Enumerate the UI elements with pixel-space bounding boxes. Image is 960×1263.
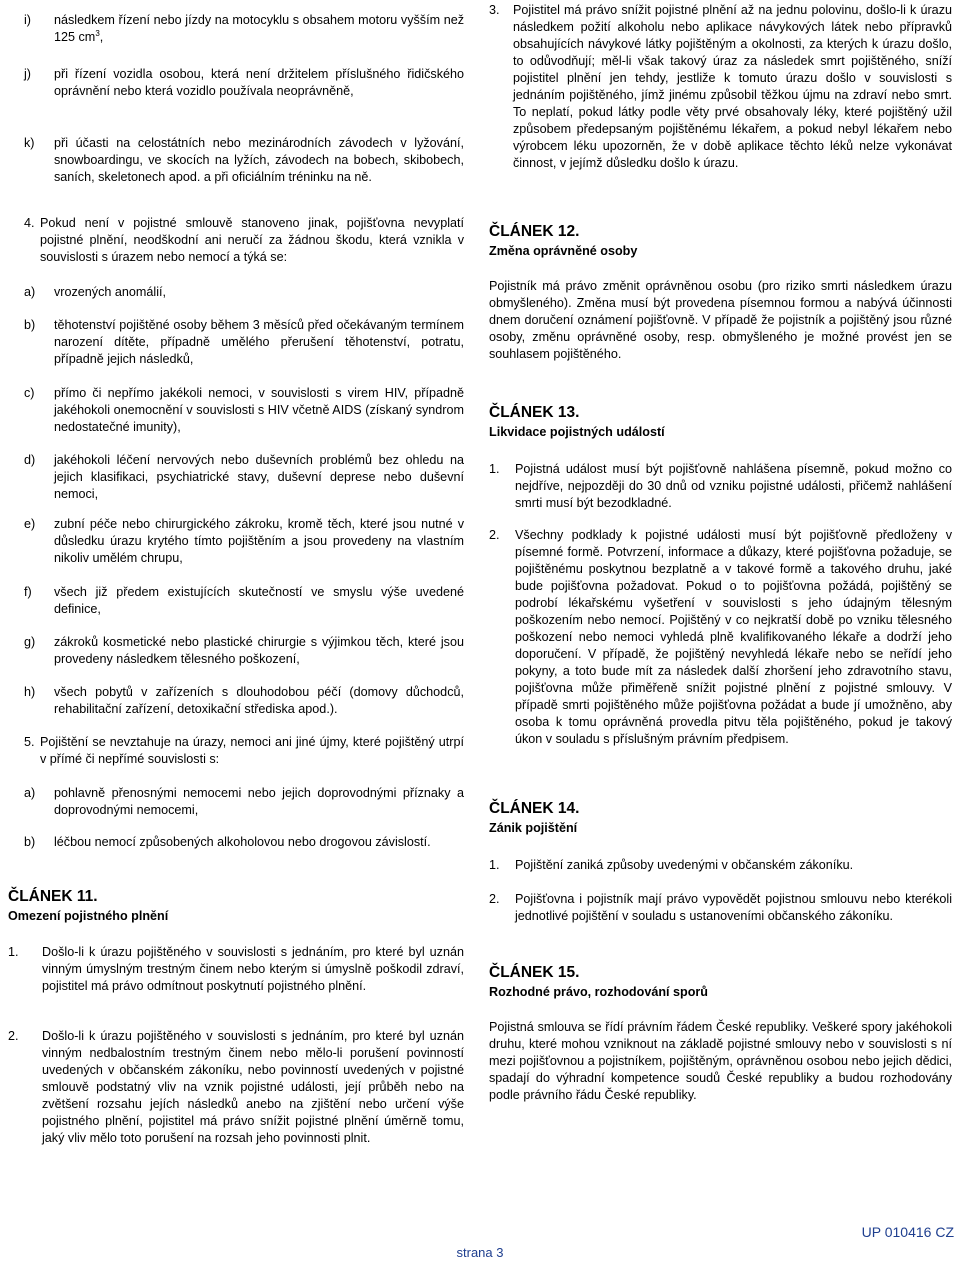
list-marker: h) <box>24 685 36 699</box>
list-item <box>24 584 464 618</box>
list-marker: i) <box>24 13 31 27</box>
list-item-text: při řízení vozidla osobou, která není držitelem příslušného řidičského oprávnění nebo která vozidlo používala neoprávněně, <box>54 67 464 98</box>
article-11-heading: ČLÁNEK 11. <box>8 888 98 905</box>
list-item <box>489 461 952 512</box>
list-item-text <box>54 12 464 46</box>
list-marker: d) <box>24 453 36 467</box>
list-item-text: zákroků kosmetické nebo plastické chirurgie s výjimkou těch, které jsou provedeny následkem tělesného poškození, <box>54 635 464 666</box>
list-item-text: Pojistná událost musí být pojišťovně nahlášena písemně, pokud možno co nejdříve, nejpozději do 30 dnů od vzniku pojistné události, přičemž nahlášení smrti musí být bezodkladné. <box>515 462 952 510</box>
list-item-j <box>24 66 464 100</box>
list-marker: c) <box>24 386 35 400</box>
article-13-heading: ČLÁNEK 13. <box>489 404 580 421</box>
list-item <box>489 857 952 874</box>
list-item-text: pohlavně přenosnými nemocemi nebo jejich doprovodnými příznaky a doprovodnými nemocemi, <box>54 786 464 817</box>
list-marker: g) <box>24 635 36 649</box>
paragraph-marker: 4. <box>24 216 35 230</box>
article-15-heading: ČLÁNEK 15. <box>489 964 580 981</box>
list-item <box>24 634 464 668</box>
list-item <box>8 1028 464 1147</box>
list-item-text: Došlo-li k úrazu pojištěného v souvislosti s jednáním, pro které byl uznán vinným nedbalostním trestným činem nebo mělo-li porušení povinností uvedených v občanském zákoníku, nebo povinností uvedených v pojistné smlouvě podstatný vliv na vznik pojistné události, její průběh nebo na zvětšení rozsahu jejích následků anebo na zjištění nebo určení výše pojistného plnění, pojistitel má právo snížit pojistné plnění úměrně tomu, jaký vliv mělo toto porušení na rozsah jeho povinnosti plnit. <box>42 1029 464 1145</box>
paragraph-5 <box>24 734 464 768</box>
article-15-subheading: Rozhodné právo, rozhodování sporů <box>489 985 708 999</box>
list-marker: b) <box>24 835 36 849</box>
list-item-text: Došlo-li k úrazu pojištěného v souvislosti s jednáním, pro které byl uznán vinným úmyslným trestným činem nebo kterým si úmyslně poškodil zdraví, pojistitel má právo odmítnout poskytnutí pojistného plnění. <box>42 945 464 993</box>
list-item <box>24 317 464 368</box>
paragraph-text: Pojištění se nevztahuje na úrazy, nemoci ani jiné újmy, které pojištěný utrpí v přímé či nepřímé souvislosti s: <box>40 735 464 766</box>
list-marker: f) <box>24 585 32 599</box>
list-marker: 2. <box>489 528 500 542</box>
article-11-subheading: Omezení pojistného plnění <box>8 909 169 923</box>
list-item-text: přímo či nepřímo jakékoli nemoci, v souvislosti s virem HIV, případně jakéhokoli onemocnění v souvislosti s HIV včetně AIDS (získaný syndrom nedostatečné imunity), <box>54 386 464 434</box>
list-item-text: Všechny podklady k pojistné události musí být pojišťovně předloženy v písemné formě. Potvrzení, informace a důkazy, které pojišťovna požaduje, se pojištěnému poskytnou bezplatně a v takové formě a takového druhu, jaké bude pojišťovna požadovat. Pokud o to pojišťovna požádá, pojištěný se podrobí lékařskému vyšetření v souvislosti s jeho údajným tělesným poškozením nebo nemocí. Pojištěný v co nejkratší době po vzniku tělesného poškození nebo nemoci vyhledá plně kvalifikovaného lékaře a dodrží jeho doporučení. V případě, že pojištěný nevyhledá lékaře nebo se neřídí jeho pokyny, a toto bude mít za následek další zhoršení jeho zdravotního stavu, pojišťovna může přiměřeně snížit pojistné plnění z pojistné smlouvy. V případě smrti pojištěného může pojišťovna požádat a bude jí umožněno, aby osoba k tomu oprávněná provedla pitvu těla pojištěného, pokud je takový úkon v souladu s příslušným právním předpisem. <box>515 528 952 746</box>
list-item-text: při účasti na celostátních nebo mezinárodních závodech v lyžování, snowboardingu, ve skocích na lyžích, závodech na bobech, skibobech, saních, skeletonech apod. a při oficiálním tréninku na ně. <box>54 136 464 184</box>
article-14-subheading: Zánik pojištění <box>489 821 578 835</box>
list-item <box>489 527 952 748</box>
list-marker: 2. <box>489 892 500 906</box>
paragraph-4 <box>24 215 464 266</box>
article-15-text: Pojistná smlouva se řídí právním řádem České republiky. Veškeré spory jakéhokoli druhu, které mohou vzniknout na základě pojistné smlouvy nebo v souvislosti s ní mezi pojišťovnou a pojistníkem, pojištěným, oprávněnou osobou nebo jejich dědici, spadají do výhradní kompetence soudů České republiky a budou rozhodovány podle právního řádu České republiky. <box>489 1020 952 1102</box>
list-marker: a) <box>24 786 36 800</box>
list-item-text: jakéhokoli léčení nervových nebo duševních problémů bez ohledu na jejich klasifikaci, psychiatrické stavy, duševní deprese nebo duševní nemoci, <box>54 453 464 501</box>
page-number: strana 3 <box>456 1245 504 1260</box>
list-item-text: Pojištění zaniká způsoby uvedenými v občanském zákoníku. <box>515 858 854 872</box>
list-item-k <box>24 135 464 186</box>
list-item-text: zubní péče nebo chirurgického zákroku, kromě těch, které jsou nutné v důsledku úrazu krytého tímto pojištěním a jsou provedeny na vlastním nikoliv umělém chrupu, <box>54 517 464 565</box>
list-item <box>24 385 464 436</box>
article-12-text: Pojistník má právo změnit oprávněnou osobu (pro riziko smrti následkem úrazu obmyšleného). Změna musí být provedena písemnou formou a nabývá účinnosti dnem doručení oznámení pojišťovně. V případě že pojistník a pojištěný jsou různé osoby, změnu oprávněné osoby, resp. obmyšleného je možné provést jen se souhlasem pojištěného. <box>489 279 952 361</box>
list-item-text: Pojistitel má právo snížit pojistné plnění až na jednu polovinu, došlo-li k úrazu následkem požití alkoholu nebo aplikace návykových látek nebo přípravků obsahujících návykové látky pojištěným a okolnosti, za kterých k úrazu došlo, to odůvodňují; měl-li však takový úraz za následek smrt pojištěného, sníží pojistitel plnění jen tehdy, jestliže k tomuto úrazu došlo v souvislosti s jednáním pojištěného, jímž jinému způsobil těžkou újmu na zdraví nebo smrt. To neplatí, pokud látky podle věty prvé obsahovaly léky, které pojištěný užil způsobem předepsaným pojištěnému lékařem, a pokud nebyl lékařem nebo výrobcem léku upozorněn, že v době aplikace těchto léků nelze vykonávat činnost, v jejímž důsledku došlo k úrazu. <box>513 3 952 170</box>
list-marker: 2. <box>8 1029 19 1043</box>
list-item-3 <box>489 2 952 172</box>
article-12-subheading: Změna oprávněné osoby <box>489 244 638 258</box>
list-item-text-main: následkem řízení nebo jízdy na motocyklu s obsahem motoru vyšším než 125 cm <box>54 13 464 44</box>
list-item-text: Pojišťovna i pojistník mají právo vypovědět pojistnou smlouvu nebo kterékoli jednotlivé pojištění v souladu s ustanoveními občanského zákoníku. <box>515 892 952 923</box>
list-marker: j) <box>24 67 31 81</box>
list-item <box>8 944 464 995</box>
article-14-heading: ČLÁNEK 14. <box>489 800 580 817</box>
list-marker: k) <box>24 136 35 150</box>
list-marker: b) <box>24 318 36 332</box>
list-item <box>24 684 464 718</box>
list-marker: e) <box>24 517 36 531</box>
list-item <box>24 785 464 819</box>
paragraph-text: Pokud není v pojistné smlouvě stanoveno jinak, pojišťovna nevyplatí pojistné plnění, neodškodní ani neručí za žádnou škodu, která vznikla v souvislosti s úrazem nebo nemocí a týká se: <box>40 216 464 264</box>
list-item <box>24 452 464 503</box>
list-marker: 1. <box>489 858 500 872</box>
document-code: UP 010416 CZ <box>861 1224 954 1240</box>
list-item <box>489 891 952 925</box>
list-item <box>24 834 464 851</box>
list-item-text: léčbou nemocí způsobených alkoholovou nebo drogovou závislostí. <box>54 835 431 849</box>
list-marker: a) <box>24 285 36 299</box>
list-item-text: vrozených anomálií, <box>54 285 166 299</box>
paragraph-marker: 5. <box>24 735 35 749</box>
list-item-text: těhotenství pojištěné osoby během 3 měsíců před očekávaným termínem narození dítěte, případně umělého přerušení těhotenství, potratu, případně jejich následků, <box>54 318 464 366</box>
superscript: 3 <box>95 28 100 38</box>
list-item-text-end: , <box>99 30 104 44</box>
list-item <box>24 516 464 567</box>
list-item-i <box>24 12 464 46</box>
list-marker: 1. <box>8 945 19 959</box>
article-13-subheading: Likvidace pojistných událostí <box>489 425 665 439</box>
list-marker: 3. <box>489 3 500 17</box>
list-marker: 1. <box>489 462 500 476</box>
article-12-heading: ČLÁNEK 12. <box>489 223 580 240</box>
list-item <box>24 284 464 301</box>
list-item-text: všech již předem existujících skutečností ve smyslu výše uvedené definice, <box>54 585 464 616</box>
list-item-text: všech pobytů v zařízeních s dlouhodobou péčí (domovy důchodců, rehabilitační zařízení, detoxikační střediska apod.). <box>54 685 464 716</box>
